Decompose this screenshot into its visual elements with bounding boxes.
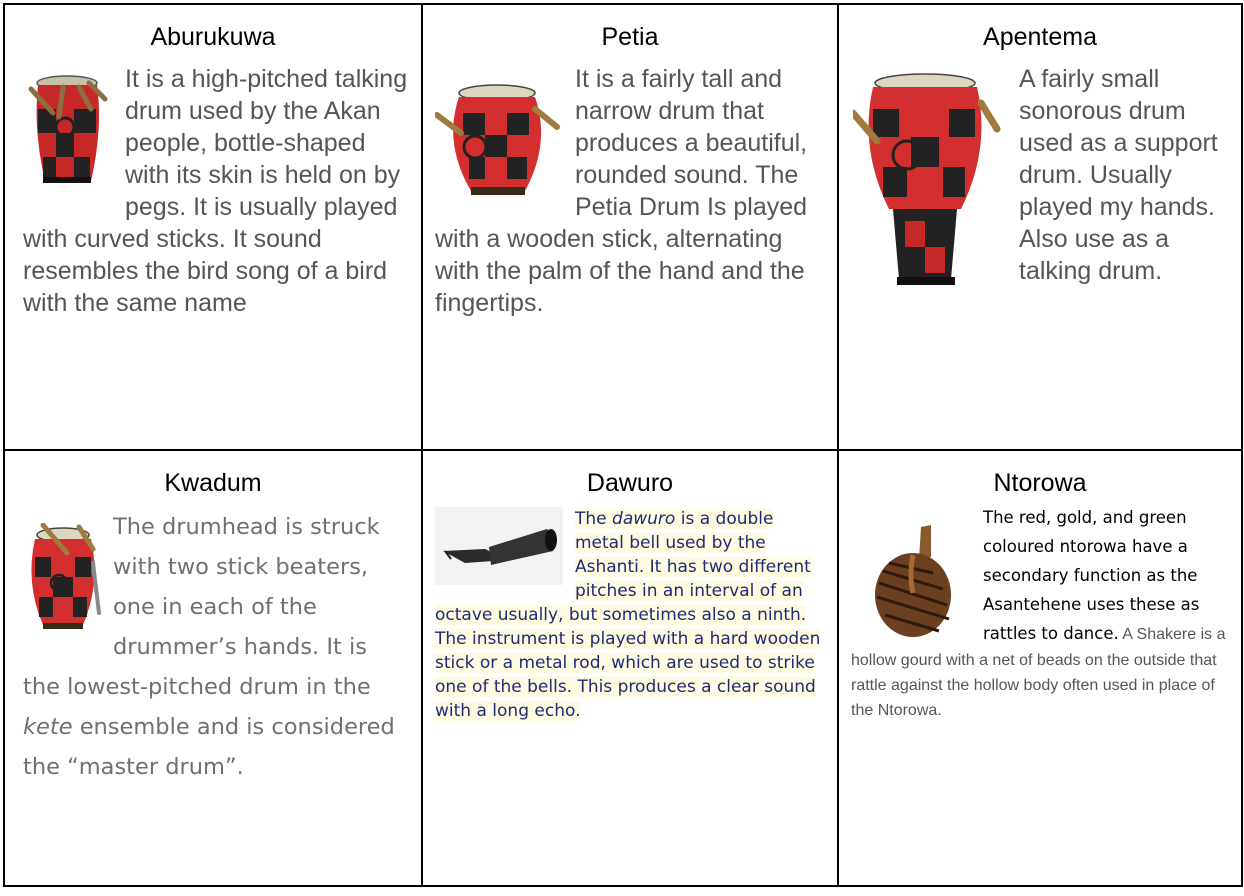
petia-title: Petia	[601, 23, 659, 51]
dawuro-title: Dawuro	[586, 469, 674, 497]
apentema-title: Apentema	[983, 23, 1097, 51]
instrument-table	[3, 3, 1243, 887]
aburukuwa-drum-image	[23, 69, 115, 189]
cell-dawuro	[422, 450, 838, 886]
kwadum-drum-image	[23, 523, 103, 633]
kwadum-text-em: kete	[23, 714, 73, 740]
cell-kwadum	[4, 450, 422, 886]
aburukuwa-text: It is a high-pitched talking drum used by the Akan people, bottle-shaped with its skin is held on by pegs. It is usually played with curved sticks. It sound resembles the bird song of a bird with the same name	[23, 65, 408, 317]
apentema-drum-image	[853, 69, 1001, 291]
aburukuwa-title: Aburukuwa	[150, 23, 276, 51]
dawuro-text-2: is a double metal bell used by the Ashanti. It has two different pitches in an interval of an octave usually, but sometimes also a ninth. The instrument is played with a hard wooden stick or a metal rod, which are used to strike one of the bells. This produces a clear sound with a long echo.	[435, 509, 821, 721]
kwadum-title: Kwadum	[164, 469, 262, 497]
dawuro-text-1: The	[575, 509, 613, 529]
cell-aburukuwa	[4, 4, 422, 450]
cell-apentema	[838, 4, 1242, 450]
cell-ntorowa	[838, 450, 1242, 886]
kwadum-text-1: The drumhead is struck with two stick beaters, one in each of the drummer’s hands. It is the lowest-pitched drum in the	[23, 514, 380, 700]
petia-drum-image	[435, 83, 561, 199]
cell-petia	[422, 4, 838, 450]
dawuro-text-em: dawuro	[612, 509, 676, 529]
dawuro-bell-image	[435, 507, 563, 585]
ntorowa-title: Ntorowa	[993, 469, 1087, 497]
ntorowa-rattle-image	[869, 523, 959, 639]
ntorowa-text: The red, gold, and green coloured ntorowa have a secondary function as the Asantehene uses these as rattles to dance.	[983, 508, 1200, 643]
apentema-text: A fairly small sonorous drum used as a support drum. Usually played my hands. Also use as a talking drum.	[1019, 65, 1218, 285]
kwadum-text-2: ensemble and is considered the “master drum”.	[23, 714, 395, 780]
ntorowa-shakere-text: A Shakere is a hollow gourd with a net of beads on the outside that rattle against the hollow body often used in place of the Ntorowa.	[851, 626, 1226, 719]
petia-text: It is a fairly tall and narrow drum that produces a beautiful, rounded sound. The Petia Drum Is played with a wooden stick, alternating with the palm of the hand and the fingertips.	[435, 65, 808, 317]
